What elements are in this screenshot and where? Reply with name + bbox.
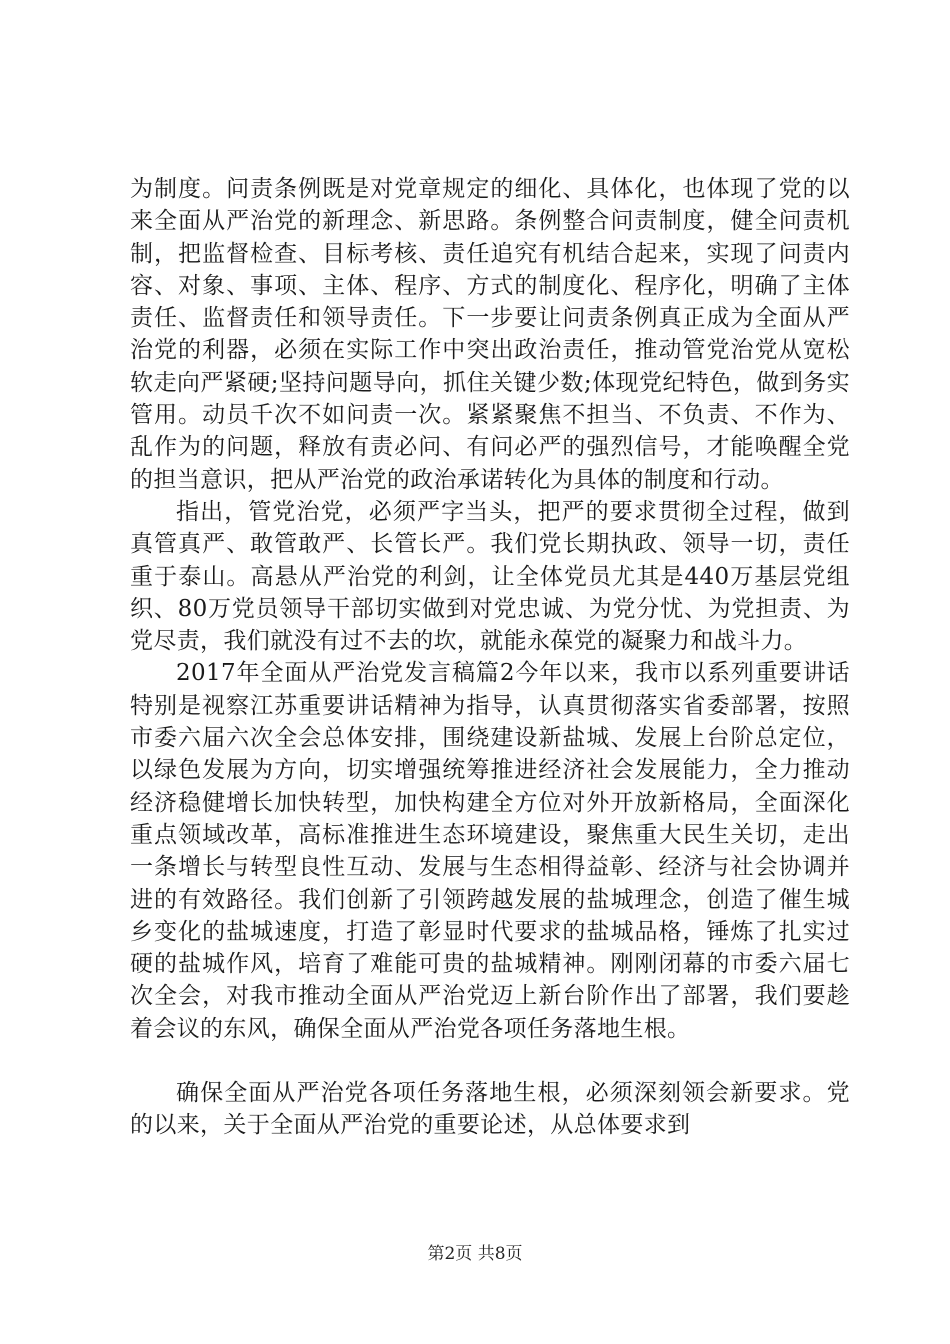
paragraph-1: 为制度。问责条例既是对党章规定的细化、具体化，也体现了党的以来全面从严治党的新理念、新思路。条例整合问责制度，健全问责机制，把监督检查、目标考核、责任追究有机结合起来，实现了问责内容、对象、事项、主体、程序、方式的制度化、程序化，明确了主体责任、监督责任和领导责任。下一步要让问责条例真正成为全面从严治党的利器，必须在实际工作中突出政治责任，推动管党治党从宽松软走向严紧硬;坚持问题导向，抓住关键少数;体现党纪特色，做到务实管用。动员千次不如问责一次。紧紧聚焦不担当、不负责、不作为、乱作为的问题，释放有责必问、有问必严的强烈信号，才能唤醒全党的担当意识，把从严治党的政治承诺转化为具体的制度和行动。 bbox=[130, 176, 850, 493]
paragraph-3: 2017年全面从严治党发言稿篇2今年以来，我市以系列重要讲话特别是视察江苏重要讲话精神为指导，认真贯彻落实省委部署，按照市委六届六次全会总体安排，围绕建设新盐城、发展上台阶总定位，以绿色发展为方向，切实增强统筹推进经济社会发展能力，全力推动经济稳健增长加快转型，加快构建全方位对外开放新格局，全面深化重点领域改革，高标准推进生态环境建设，聚焦重大民生关切，走出一条增长与转型良性互动、发展与生态相得益彰、经济与社会协调并进的有效路径。我们创新了引领跨越发展的盐城理念，创造了催生城乡变化的盐城速度，打造了彰显时代要求的盐城品格，锤炼了扎实过硬的盐城作风，培育了难能可贵的盐城精神。刚刚闭幕的市委六届七次全会，对我市推动全面从严治党迈上新台阶作出了部署，我们要趁着会议的东风，确保全面从严治党各项任务落地生根。 bbox=[130, 660, 850, 1042]
paragraph-4: 确保全面从严治党各项任务落地生根，必须深刻领会新要求。党的以来，关于全面从严治党的重要论述，从总体要求到 bbox=[130, 1080, 850, 1139]
document-body bbox=[130, 173, 850, 1142]
paragraph-2: 指出，管党治党，必须严字当头，把严的要求贯彻全过程，做到真管真严、敢管敢严、长管长严。我们党长期执政、领导一切，责任重于泰山。高悬从严治党的利剑，让全体党员尤其是440万基层党组织、80万党员领导干部切实做到对党忠诚、为党分忧、为党担责、为党尽责，我们就没有过不去的坎，就能永葆党的凝聚力和战斗力。 bbox=[130, 498, 850, 655]
page-number-footer: 第2页 共8页 bbox=[427, 1244, 523, 1264]
